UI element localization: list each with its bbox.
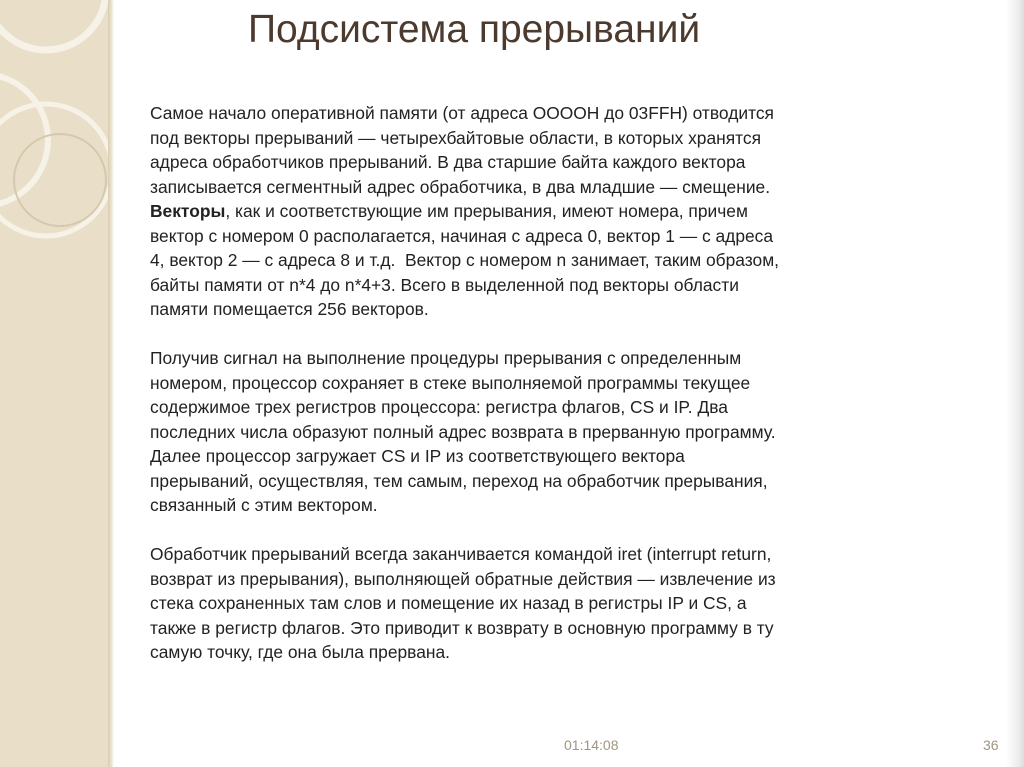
text-line: , как и соответствующие им прерывания, имеют номера, причем bbox=[225, 201, 748, 221]
text-line: стека сохраненных там слов и помещение их назад в регистры IP и CS, а bbox=[150, 593, 747, 613]
text-line: Обработчик прерываний всегда заканчивается командой iret (interrupt return, bbox=[150, 544, 772, 564]
text-line: последних числа образуют полный адрес возврата в прерванную программу. bbox=[150, 421, 776, 442]
sidebar-edge bbox=[108, 0, 114, 767]
paragraph-iret bbox=[150, 542, 950, 665]
text-line: возврат из прерывания), выполняющей обратные действия — извлечение из bbox=[150, 568, 776, 589]
text-line: содержимое трех регистров процессора: регистра флагов, CS и IP. Два bbox=[150, 397, 728, 417]
text-line: записывается сегментный адрес обработчика, в два младшие — смещение. bbox=[150, 176, 771, 197]
text-line: памяти помещается 256 векторов. bbox=[150, 299, 429, 319]
paragraph-processor bbox=[150, 346, 950, 518]
text-line: самую точку, где она была прервана. bbox=[150, 642, 450, 662]
decorative-circles bbox=[0, 0, 112, 767]
text-line: адреса обработчиков прерываний. В два старшие байта каждого вектора bbox=[150, 152, 746, 172]
footer-time: 01:14:08 bbox=[564, 737, 619, 753]
text-line: байты памяти от n*4 до n*4+3. Всего в выделенной под векторы области bbox=[150, 274, 739, 295]
text-line: номером, процессор сохраняет в стеке выполняемой программы текущее bbox=[150, 372, 751, 393]
text-line: под векторы прерываний — четырехбайтовые области, в которых хранятся bbox=[150, 127, 762, 148]
text-line: также в регистр флагов. Это приводит к возврату в основную программу в ту bbox=[150, 617, 774, 638]
bold-term: Векторы bbox=[150, 201, 226, 221]
page-number: 36 bbox=[983, 737, 999, 753]
text-line: связанный с этим вектором. bbox=[150, 495, 378, 515]
text-line: Самое начало оперативной памяти (от адреса ОООOH до 03FFH) отводится bbox=[150, 103, 774, 123]
text-line: 4, вектор 2 — с адреса 8 и т.д. Вектор с номером n занимает, таким образом, bbox=[150, 250, 780, 270]
slide-shadow bbox=[1006, 0, 1024, 767]
text-line: прерываний, осуществляя, тем самым, переход на обработчик прерывания, bbox=[150, 470, 768, 491]
paragraph-vectors bbox=[150, 101, 950, 322]
slide-title: Подсистема прерываний bbox=[248, 8, 701, 51]
slide-body bbox=[150, 101, 950, 689]
text-line: вектор с номером 0 располагается, начиная с адреса 0, вектор 1 — с адреса bbox=[150, 225, 774, 246]
text-line: Далее процессор загружает CS и IP из соответствующего вектора bbox=[150, 446, 685, 466]
decorative-sidebar bbox=[0, 0, 112, 767]
text-line: Получив сигнал на выполнение процедуры прерывания с определенным bbox=[150, 348, 742, 368]
